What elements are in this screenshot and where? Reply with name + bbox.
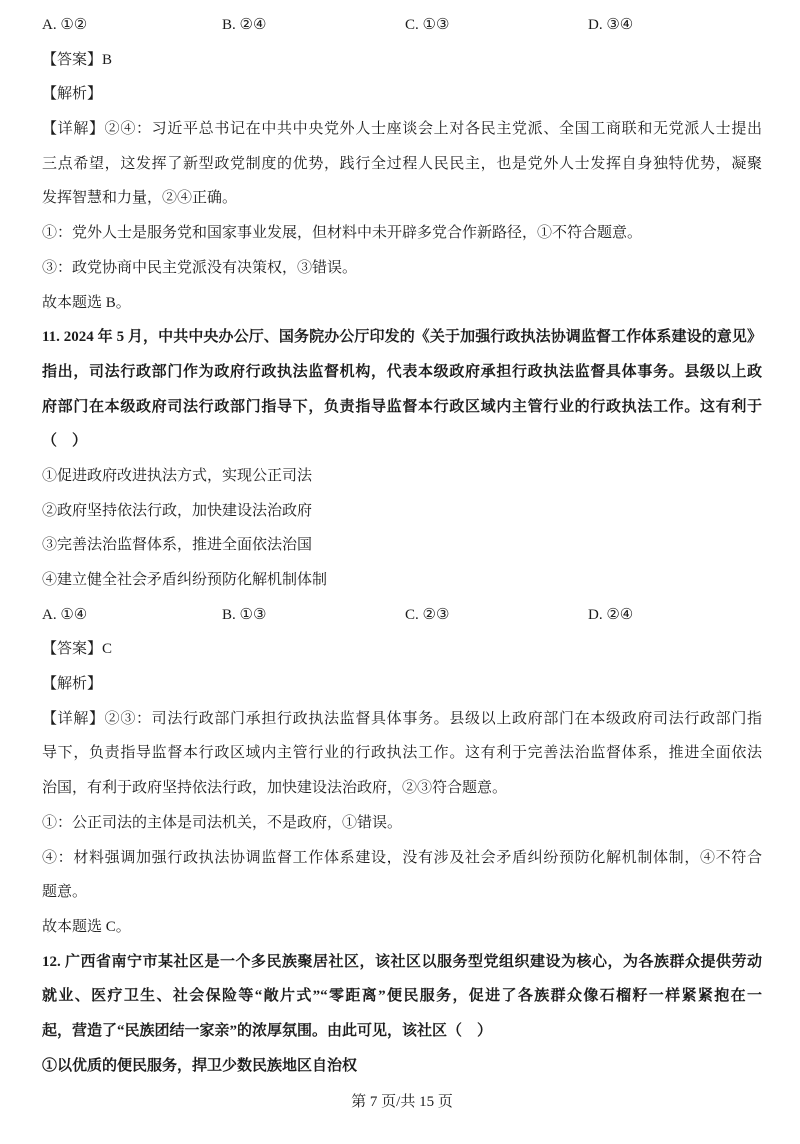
choice-b: B. ②④ [222, 17, 267, 33]
detail-line: ①：党外人士是服务党和国家事业发展，但材料中未开辟多党合作新路径，①不符合题意。 [42, 225, 643, 242]
stem-line-q11: 指出，司法行政部门作为政府行政执法监督机构，代表本级政府承担行政执法监督具体事务。县级以上政 [42, 363, 762, 380]
stem-line-q11: 11. 2024 年 5 月，中共中央办公厅、国务院办公厅印发的《关于加强行政执法协调监督工作体系建设的意见》 [42, 329, 762, 346]
conclusion-line-q10: 故本题选 B。 [42, 294, 131, 311]
answer-line-q11: 【答案】C [42, 641, 113, 658]
choice-c: C. ②③ [405, 606, 450, 623]
detail-line: 治国，有利于政府坚持依法行政，加快建设法治政府，②③符合题意。 [42, 780, 508, 797]
stem-line-q12: 起，营造了“民族团结一家亲”的浓厚氛围。由此可见，该社区（ ） [42, 1022, 493, 1039]
footer-page-number: 第 7 页/共 15 页 [351, 1094, 453, 1111]
statement-line-4: ④建立健全社会矛盾纠纷预防化解机制体制 [42, 572, 328, 588]
choice-a: A. ①② [42, 17, 88, 33]
conclusion-line-q11: 故本题选 C。 [42, 918, 131, 935]
analysis-line-q10: 【解析】 [42, 86, 103, 103]
detail-line: 三点希望，这发挥了新型政党制度的优势，践行全过程人民民主，也是党外人士发挥自身独特优势，凝聚 [42, 155, 762, 172]
choices-row-q10 [42, 8, 762, 43]
detail-line: ③：政党协商中民主党派没有决策权，③错误。 [42, 259, 358, 276]
detail-line: 导下，负责指导监督本行政区域内主管行业的行政执法工作。这有利于完善法治监督体系，推进全面依法 [42, 745, 762, 762]
detail-line: 【详解】②③：司法行政部门承担行政执法监督具体事务。县级以上政府部门在本级政府司法行政部门指 [42, 710, 762, 727]
choice-d: D. ②④ [588, 606, 634, 623]
choice-b: B. ①③ [222, 606, 267, 623]
stem-line-q12: 12. 广西省南宁市某社区是一个多民族聚居社区，该社区以服务型党组织建设为核心，为各族群众提供劳动 [42, 953, 762, 970]
detail-line: ①：公正司法的主体是司法机关，不是政府，①错误。 [42, 814, 403, 831]
detail-line: 【详解】②④：习近平总书记在中共中央党外人士座谈会上对各民主党派、全国工商联和无党派人士提出 [42, 121, 762, 138]
statement-line-q12-1: ①以优质的便民服务，捍卫少数民族地区自治权 [42, 1057, 358, 1074]
choice-c: C. ①③ [405, 17, 450, 33]
analysis-line-q11: 【解析】 [42, 676, 103, 693]
bracket-line-q11: （ ） [42, 433, 88, 450]
detail-line: ④：材料强调加强行政执法协调监督工作体系建设，没有涉及社会矛盾纠纷预防化解机制体制，④不符合 [42, 849, 762, 866]
choice-a: A. ①④ [42, 606, 88, 623]
answer-line-q10: 【答案】B [42, 51, 113, 68]
detail-line: 题意。 [42, 884, 88, 901]
stem-line-q12: 就业、医疗卫生、社会保险等“敞片式”“零距离”便民服务，促进了各族群众像石榴籽一样紧紧抱在一 [42, 988, 762, 1005]
choice-d: D. ③④ [588, 17, 634, 33]
choices-row-q11 [42, 598, 762, 633]
statement-line-2: ②政府坚持依法行政，加快建设法治政府 [42, 502, 313, 519]
detail-line: 发挥智慧和力量，②④正确。 [42, 190, 238, 207]
stem-line-q11: 府部门在本级政府司法行政部门指导下，负责指导监督本行政区域内主管行业的行政执法工作。这有利于 [42, 398, 762, 415]
statement-line-1: ①促进政府改进执法方式，实现公正司法 [42, 467, 313, 484]
statement-line-3: ③完善法治监督体系，推进全面依法治国 [42, 537, 313, 554]
lines [42, 8, 762, 1117]
